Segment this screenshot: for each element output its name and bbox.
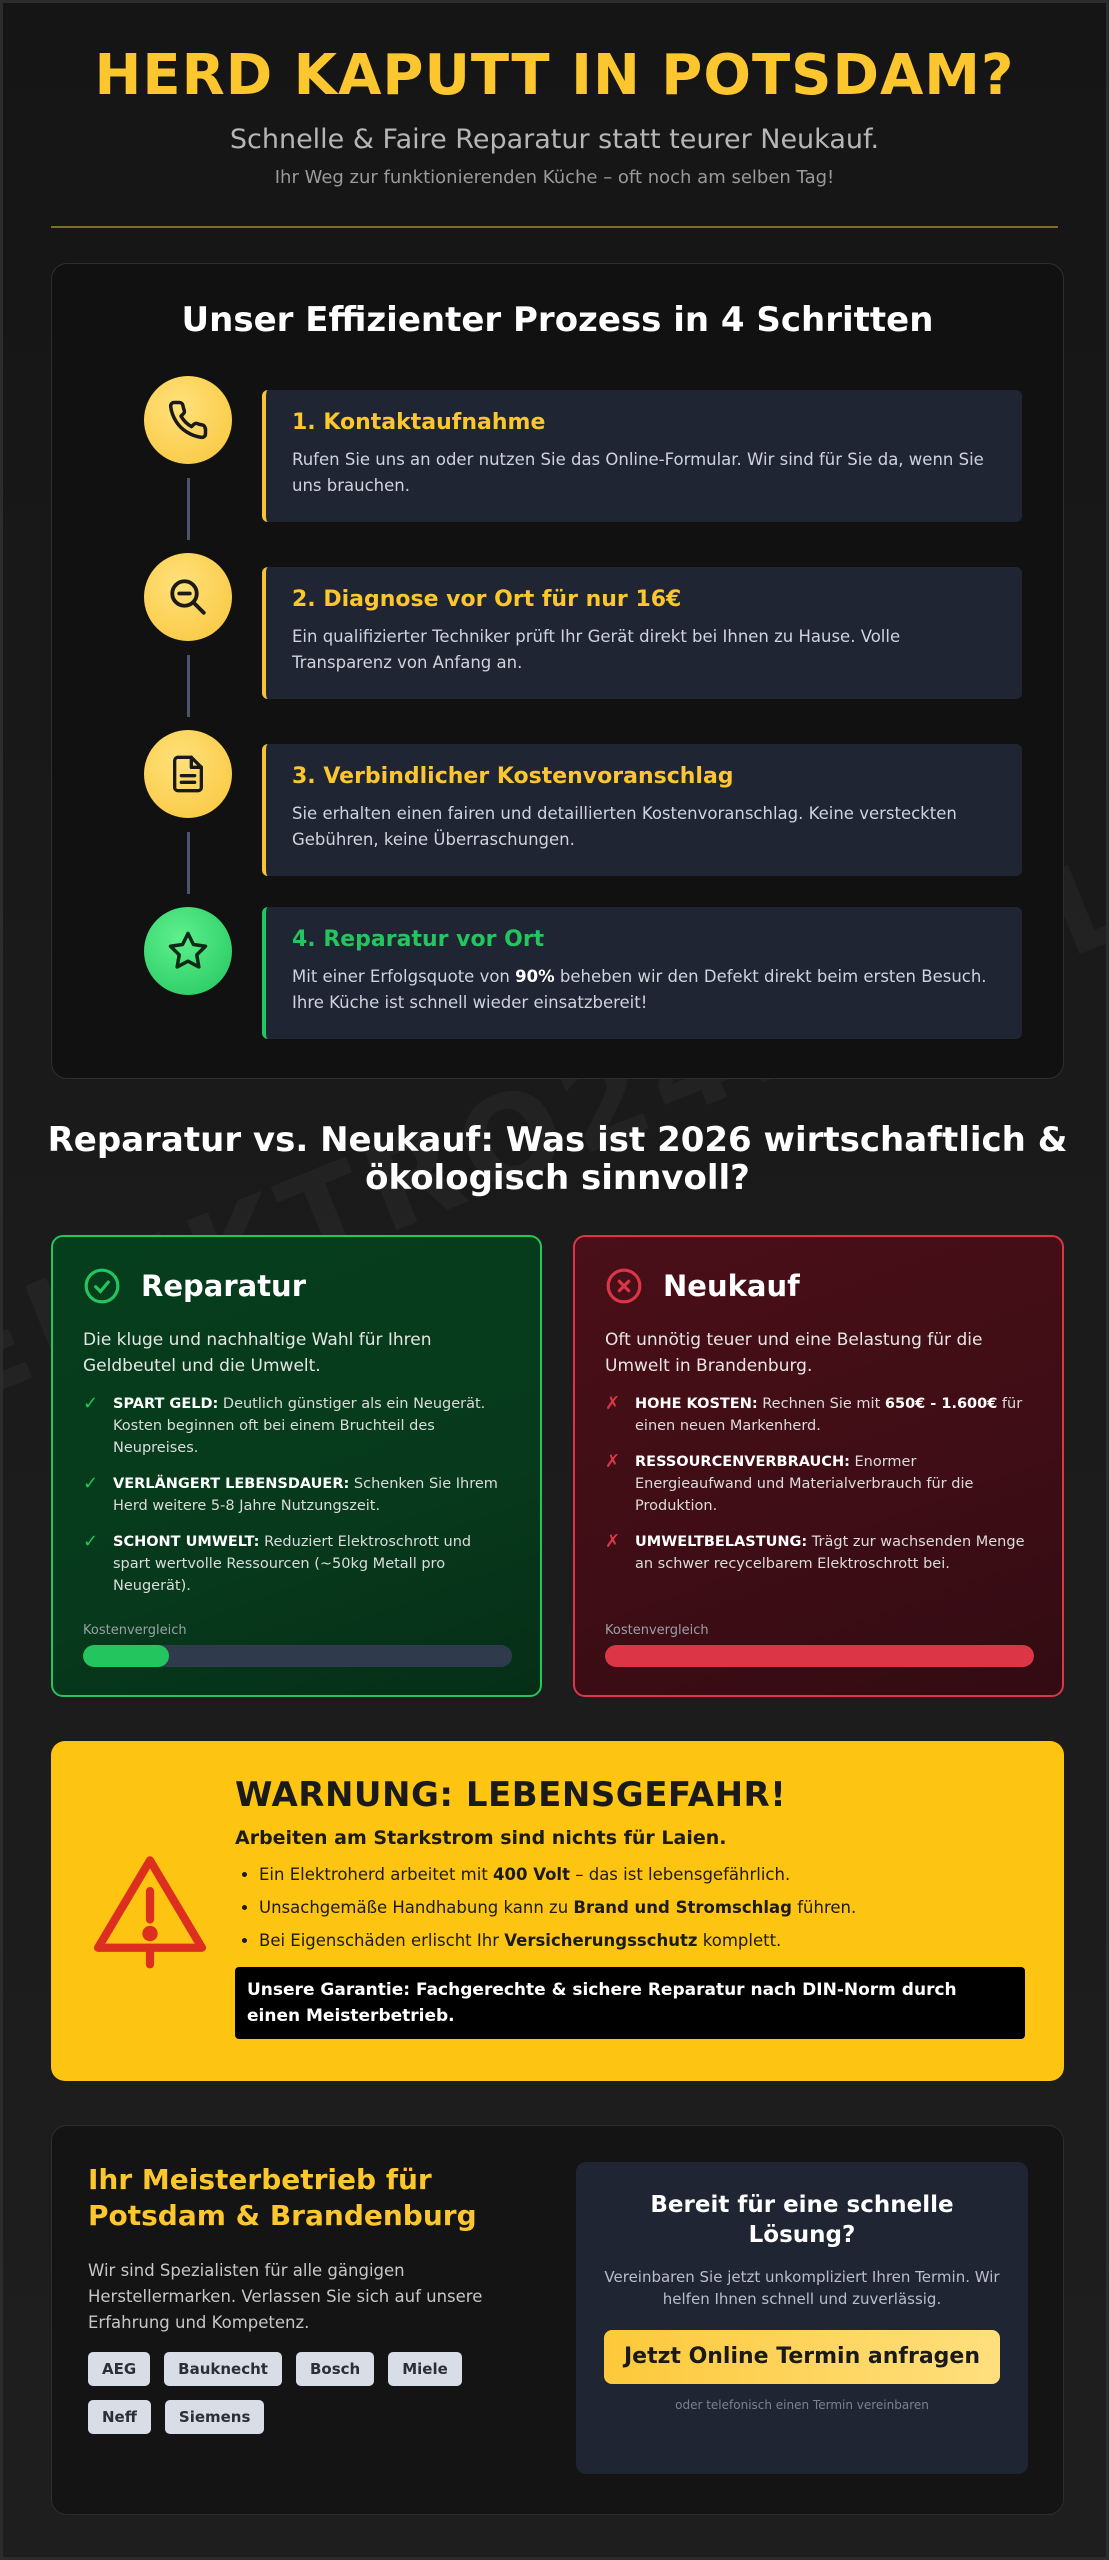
brand-badge: Bauknecht bbox=[164, 2352, 282, 2386]
check-icon: ✓ bbox=[83, 1473, 99, 1494]
brand-badge: Bosch bbox=[296, 2352, 374, 2386]
cost-bar-fill bbox=[605, 1645, 1034, 1667]
step-title: 4. Reparatur vor Ort bbox=[292, 927, 545, 952]
step-description: Ein qualifizierter Techniker prüft Ihr Gerät direkt bei Ihnen zu Hause. Volle Transparenz von Anfang an. bbox=[292, 627, 901, 672]
process-title: Unser Effizienter Prozess in 4 Schritten bbox=[181, 300, 934, 340]
guarantee-banner: Unsere Garantie: Fachgerechte & sichere Reparatur nach DIN-Norm durch einen Meisterbetrieb. bbox=[235, 1967, 1025, 2039]
cross-icon: ✗ bbox=[605, 1451, 621, 1472]
list-item: • Unsachgemäße Handhabung kann zu Brand und Stromschlag führen. bbox=[259, 1896, 1025, 1920]
brand-badge: Neff bbox=[88, 2400, 151, 2434]
new-purchase-list bbox=[605, 1393, 1032, 1575]
process-section bbox=[51, 263, 1064, 1079]
cost-bar-label: Kostenvergleich bbox=[83, 1623, 187, 1638]
warning-lead: Arbeiten am Starkstrom sind nichts für Laien. bbox=[235, 1827, 727, 1849]
cost-bar bbox=[605, 1645, 1034, 1667]
hero-divider bbox=[51, 226, 1058, 228]
list-item: ✓ SCHONT UMWELT: Reduziert Elektroschrott und spart wertvolle Ressourcen (~50kg Metall pro Neugerät). bbox=[83, 1531, 510, 1597]
cost-bar-fill bbox=[83, 1645, 169, 1667]
company-title: Ihr Meisterbetrieb für Potsdam & Brandenburg bbox=[88, 2163, 477, 2232]
phone-icon bbox=[144, 376, 232, 464]
document-icon bbox=[144, 730, 232, 818]
step-title: 1. Kontaktaufnahme bbox=[292, 410, 546, 435]
list-item: ✓ VERLÄNGERT LEBENSDAUER: Schenken Sie Ihrem Herd weitere 5-8 Jahre Nutzungszeit. bbox=[83, 1473, 510, 1517]
list-item: ✗ RESSOURCENVERBRAUCH: Enormer Energieaufwand und Materialverbrauch für die Produktion. bbox=[605, 1451, 1032, 1517]
step-connector bbox=[187, 478, 190, 540]
page-title: HERD KAPUTT IN POTSDAM? bbox=[94, 43, 1015, 108]
warning-list bbox=[235, 1863, 1025, 1953]
step-card bbox=[262, 390, 1022, 522]
brand-badge: AEG bbox=[88, 2352, 150, 2386]
step-card bbox=[262, 907, 1022, 1039]
new-purchase-intro: Oft unnötig teuer und eine Belastung für die Umwelt in Brandenburg. bbox=[605, 1330, 983, 1376]
list-item: ✗ HOHE KOSTEN: Rechnen Sie mit 650€ - 1.600€ für einen neuen Markenherd. bbox=[605, 1393, 1032, 1437]
hero-tagline: Ihr Weg zur funktionierenden Küche – oft noch am selben Tag! bbox=[274, 167, 835, 188]
warning-triangle-icon bbox=[91, 1851, 209, 1969]
list-item: • Ein Elektroherd arbeitet mit 400 Volt – das ist lebensgefährlich. bbox=[259, 1863, 1025, 1887]
company-text: Wir sind Spezialisten für alle gängigen Herstellermarken. Verlassen Sie sich auf unsere Erfahrung und Kompetenz. bbox=[88, 2261, 483, 2332]
warning-title: WARNUNG: LEBENSGEFAHR! bbox=[235, 1775, 787, 1815]
list-item: ✗ UMWELTBELASTUNG: Trägt zur wachsenden Menge an schwer recycelbarem Elektroschrott bei. bbox=[605, 1531, 1032, 1575]
check-icon: ✓ bbox=[83, 1393, 99, 1414]
cta-box bbox=[576, 2162, 1028, 2474]
brand-badge: Siemens bbox=[165, 2400, 265, 2434]
list-item: • Bei Eigenschäden erlischt Ihr Versicherungsschutz komplett. bbox=[259, 1929, 1025, 1953]
cta-title: Bereit für eine schnelle Lösung? bbox=[650, 2192, 954, 2248]
repair-card bbox=[51, 1235, 542, 1697]
hero-subtitle: Schnelle & Faire Reparatur statt teurer Neukauf. bbox=[229, 124, 880, 155]
brand-badge: Miele bbox=[388, 2352, 462, 2386]
step-description: Sie erhalten einen fairen und detaillierten Kostenvoranschlag. Keine versteckten Gebühren, keine Überraschungen. bbox=[292, 804, 957, 849]
search-diagnose-icon bbox=[144, 553, 232, 641]
repair-list bbox=[83, 1393, 510, 1597]
warning-box bbox=[51, 1741, 1064, 2081]
cost-bar-label: Kostenvergleich bbox=[605, 1623, 709, 1638]
step-description: Rufen Sie uns an oder nutzen Sie das Online-Formular. Wir sind für Sie da, wenn Sie uns brauchen. bbox=[292, 450, 984, 495]
hero-header bbox=[3, 3, 1106, 228]
x-circle-icon bbox=[605, 1267, 643, 1305]
cta-note: oder telefonisch einen Termin vereinbaren bbox=[675, 2398, 929, 2412]
cta-text: Vereinbaren Sie jetzt unkompliziert Ihren Termin. Wir helfen Ihnen schnell und zuverlässig. bbox=[604, 2268, 1000, 2308]
repair-intro: Die kluge und nachhaltige Wahl für Ihren Geldbeutel und die Umwelt. bbox=[83, 1330, 432, 1376]
cross-icon: ✗ bbox=[605, 1531, 621, 1552]
step-card bbox=[262, 567, 1022, 699]
step-connector bbox=[187, 832, 190, 894]
cost-bar bbox=[83, 1645, 512, 1667]
brand-list bbox=[88, 2352, 518, 2434]
repair-title: Reparatur bbox=[141, 1269, 307, 1303]
step-title: 3. Verbindlicher Kostenvoranschlag bbox=[292, 764, 734, 789]
step-connector bbox=[187, 655, 190, 717]
step-description: Mit einer Erfolgsquote von 90% beheben wir den Defekt direkt beim ersten Besuch. Ihre Küche ist schnell wieder einsatzbereit! bbox=[292, 967, 987, 1012]
book-appointment-button[interactable]: Jetzt Online Termin anfragen bbox=[604, 2330, 1000, 2384]
check-circle-icon bbox=[83, 1267, 121, 1305]
step-title: 2. Diagnose vor Ort für nur 16€ bbox=[292, 587, 682, 612]
step-card bbox=[262, 744, 1022, 876]
compare-title: Reparatur vs. Neukauf: Was ist 2026 wirtschaftlich & ökologisch sinnvoll? bbox=[47, 1120, 1068, 1198]
new-purchase-title: Neukauf bbox=[663, 1269, 800, 1303]
cross-icon: ✗ bbox=[605, 1393, 621, 1414]
company-section bbox=[51, 2125, 1064, 2515]
new-purchase-card bbox=[573, 1235, 1064, 1697]
list-item: ✓ SPART GELD: Deutlich günstiger als ein Neugerät. Kosten beginnen oft bei einem Bruchteil des Neupreises. bbox=[83, 1393, 510, 1459]
star-icon bbox=[144, 907, 232, 995]
check-icon: ✓ bbox=[83, 1531, 99, 1552]
